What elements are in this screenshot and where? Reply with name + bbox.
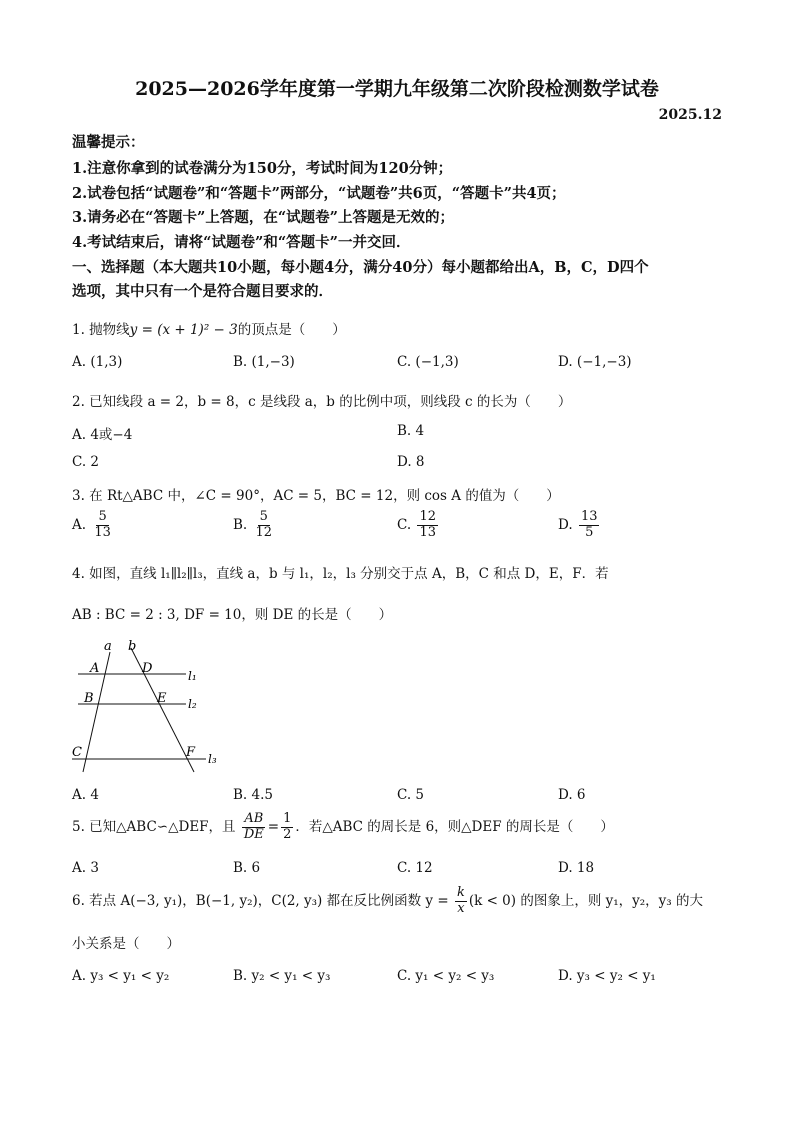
q4-option-b: B. 4.5 xyxy=(233,787,273,803)
exam-date: 2025.12 xyxy=(658,107,722,123)
label-D: D xyxy=(142,661,153,676)
q5-half-fraction: $\frac{1}{2}$ xyxy=(283,811,292,842)
q1-option-b: B. (1,−3) xyxy=(233,354,295,370)
notice-item: 1.注意你拿到的试卷满分为150分，考试时间为120分钟； xyxy=(72,160,453,177)
label-l1: l₁ xyxy=(188,669,197,683)
exam-title: 2025—2026学年度第一学期九年级第二次阶段检测数学试卷 xyxy=(135,78,659,100)
label-l3: l₃ xyxy=(208,752,217,766)
notice-item: 3.请务必在“答题卡”上答题，在“试题卷”上答题是无效的； xyxy=(72,209,454,226)
q1-expression: y = (x + 1)² − 3 xyxy=(129,322,238,338)
q1-option-a: A. (1,3) xyxy=(72,354,123,370)
question-3: 3. 在 Rt△ABC 中，∠C = 90°，AC = 5，BC = 12，则 cos A 的值为（ ） xyxy=(72,488,560,504)
q2-option-a: A. 4或−4 xyxy=(72,427,133,443)
q3-option-b: B. $\frac{5}{12}$ xyxy=(233,509,273,540)
notice-item: 4.考试结束后，请将“试题卷”和“答题卡”一并交回． xyxy=(72,234,411,251)
label-B: B xyxy=(84,691,94,706)
q5-option-a: A. 3 xyxy=(72,860,99,876)
question-4-line2: AB : BC = 2 : 3, DF = 10，则 DE 的长是（ ） xyxy=(72,607,393,623)
label-C: C xyxy=(72,745,82,760)
q2-option-c: C. 2 xyxy=(72,454,100,470)
question-5: 5. 已知△ABC∽△DEF，且 $\frac{AB}{DE}$ = $\frac{1}{2}$ ．若△ABC 的周长是 6，则△DEF 的周长是（ ） xyxy=(72,811,614,842)
q5-option-b: B. 6 xyxy=(233,860,261,876)
q6-kx-fraction: $\frac{k}{x}$ xyxy=(456,885,465,916)
question-6-line1: 6. 若点 A(−3, y₁)，B(−1, y₂)，C(2, y₃) 都在反比例函数 y = $\frac{k}{x}$ (k < 0) 的图象上，则 y₁，y₂，y₃ 的大 xyxy=(72,885,704,916)
label-F: F xyxy=(186,745,196,760)
parallel-lines-figure xyxy=(66,638,236,778)
q2-option-d: D. 8 xyxy=(397,454,425,470)
section-heading-line1: 一、选择题（本大题共10小题，每小题4分，满分40分）每小题都给出A，B，C，D四个 xyxy=(72,259,649,276)
q6-option-b: B. y₂ < y₁ < y₃ xyxy=(233,968,331,984)
label-A: A xyxy=(90,661,100,676)
q6-option-c: C. y₁ < y₂ < y₃ xyxy=(397,968,495,984)
q3-option-a: A. $\frac{5}{13}$ xyxy=(72,509,111,540)
question-2: 2. 已知线段 a = 2，b = 8，c 是线段 a，b 的比例中项，则线段 c 的长为（ ） xyxy=(72,394,572,410)
q5-ratio-fraction: $\frac{AB}{DE}$ xyxy=(243,811,264,842)
q3-option-c: C. $\frac{12}{13}$ xyxy=(397,509,436,540)
q3-option-c-fraction: $\frac{12}{13}$ xyxy=(419,509,436,540)
q4-option-c: C. 5 xyxy=(397,787,425,803)
q1-option-d: D. (−1,−3) xyxy=(558,354,632,370)
q4-option-a: A. 4 xyxy=(72,787,99,803)
q3-option-d: D. $\frac{13}{5}$ xyxy=(558,509,598,540)
label-l2: l₂ xyxy=(188,697,197,711)
label-E: E xyxy=(157,691,167,706)
q3-option-b-fraction: $\frac{5}{12}$ xyxy=(255,509,273,540)
q3-option-a-fraction: $\frac{5}{13}$ xyxy=(94,509,111,540)
q6-option-d: D. y₃ < y₂ < y₁ xyxy=(558,968,656,984)
q5-option-d: D. 18 xyxy=(558,860,595,876)
q1-prefix: 1. 抛物线 xyxy=(72,322,130,338)
notice-heading: 温馨提示： xyxy=(72,134,145,151)
notice-item: 2.试卷包括“试题卷”和“答题卡”两部分，“试题卷”共6页，“答题卡”共4页； xyxy=(72,185,566,202)
line-b xyxy=(131,648,194,772)
q5-option-c: C. 12 xyxy=(397,860,433,876)
q1-option-c: C. (−1,3) xyxy=(397,354,459,370)
label-b: b xyxy=(128,639,137,654)
section-heading-line2: 选项，其中只有一个是符合题目要求的． xyxy=(72,283,333,300)
q2-option-b: B. 4 xyxy=(397,423,425,439)
question-1 xyxy=(72,318,346,338)
question-6-line2: 小关系是（ ） xyxy=(72,936,180,952)
q4-option-d: D. 6 xyxy=(558,787,586,803)
label-a: a xyxy=(104,639,112,654)
q3-option-d-fraction: $\frac{13}{5}$ xyxy=(580,509,598,540)
question-4-line1: 4. 如图，直线 l₁∥l₂∥l₃，直线 a，b 与 l₁，l₂，l₃ 分别交于点 A，B，C 和点 D，E，F．若 xyxy=(72,566,609,582)
q1-suffix: 的顶点是（ ） xyxy=(237,322,346,338)
q6-option-a: A. y₃ < y₁ < y₂ xyxy=(72,968,170,984)
